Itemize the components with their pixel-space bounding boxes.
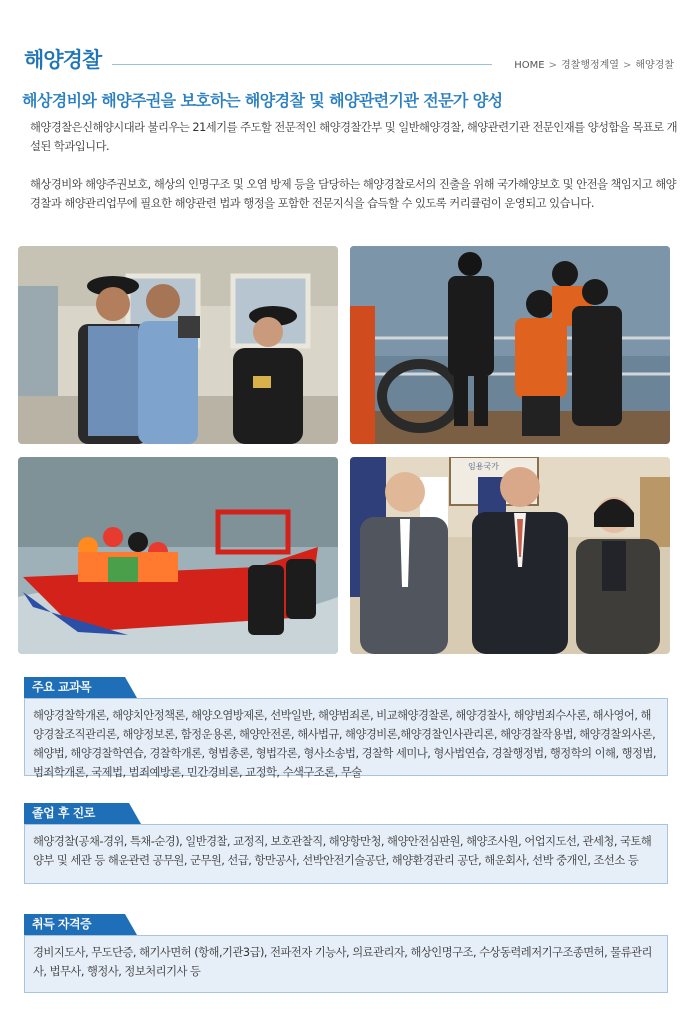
breadcrumb-current[interactable]: 해양경찰 xyxy=(635,60,674,71)
section-certifications xyxy=(24,913,668,993)
photo-document-inspection xyxy=(18,246,338,444)
page-title: 해양경찰 xyxy=(24,48,102,72)
chevron-right-icon: > xyxy=(548,60,557,71)
chevron-right-icon: > xyxy=(622,60,632,71)
breadcrumb-home[interactable]: HOME xyxy=(514,60,545,71)
section-heading: 취득 자격증 xyxy=(24,914,125,935)
photo-group-portrait xyxy=(350,457,670,654)
section-career-paths xyxy=(24,802,668,884)
section-main-subjects xyxy=(24,676,668,779)
section-content: 해양경찰학개론, 해양치안정책론, 해양오염방제론, 선박일반, 해양범죄론, 비교해양경찰론, 해양경찰사, 해양범죄수사론, 해사영어, 해양경찰조직관리론, 해양정보론, 함정운용론, 해양안전론, 해사법규, 해양경비론,해양경찰인사관리론, 해양경찰작용법, 해양경찰외사론, 해양법, 해양경찰학연습, 경찰학개론, 형법총론, 형법각론, 형사소송법, 경찰학 세미나, 형사법연습, 경찰행정법, 행정학의 이해, 행정법, 범죄학개론, 국제법, 범죄예방론, 민간경비론, 교정학, 수색구조론, 무술 xyxy=(24,698,668,776)
title-divider xyxy=(112,64,492,65)
section-heading: 주요 교과목 xyxy=(24,677,125,698)
section-heading: 졸업 후 진로 xyxy=(24,803,129,824)
page-subtitle: 해상경비와 해양주권을 보호하는 해양경찰 및 해양관련기관 전문가 양성 xyxy=(22,91,503,110)
photo4-sign-text: 임용국가 xyxy=(468,462,499,471)
breadcrumb-category[interactable]: 경찰행정계열 xyxy=(561,60,619,71)
intro-paragraph-1: 해양경찰은신해양시대라 불리우는 21세기를 주도할 전문적인 해양경찰간부 및 일반해양경찰, 해양관련기관 전문인재를 양성함을 목표로 개설된 학과입니다. xyxy=(30,121,678,153)
section-content: 해양경찰(공채-경위, 특채-순경), 일반경찰, 교정직, 보호관찰직, 해양항만청, 해양안전심판원, 해양조사원, 어업지도선, 관세청, 국토해양부 및 세관 등 해운관련 공무원, 군무원, 선급, 항만공사, 선박안전기술공단, 해양환경관리 공단, 해운회사, 선박 중개인, 조선소 등 xyxy=(24,824,668,884)
intro-text xyxy=(30,118,680,232)
section-content: 경비지도사, 무도단증, 해기사면허 (항해,기관3급), 전파전자 기능사, 의료관리자, 해상인명구조, 수상동력레저기구조종면허, 물류관리사, 법무사, 행정사, 정보처리기사 등 xyxy=(24,935,668,993)
photo-deck-training xyxy=(350,246,670,444)
page-header xyxy=(0,0,692,90)
breadcrumb xyxy=(514,56,674,71)
intro-paragraph-2: 해상경비와 해양주권보호, 해상의 인명구조 및 오염 방제 등을 담당하는 해양경찰로서의 진출을 위해 국가해양보호 및 안전을 책임지고 해양경찰과 해양관리업무에 필요한 해양관련 법과 행정을 포함한 전문지식을 습득할 수 있도록 커리큘럼이 운영되고 있습니다. xyxy=(30,178,677,210)
photo-rescue-boat xyxy=(18,457,338,654)
